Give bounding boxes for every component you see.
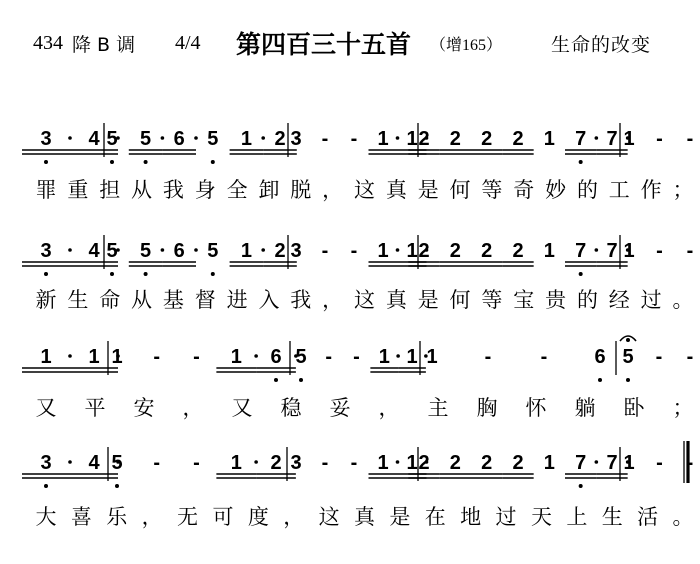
lyric-char: 喜: [70, 505, 92, 529]
note: 3: [40, 452, 52, 474]
note: -: [656, 128, 663, 150]
lyric-char: 我: [290, 288, 312, 312]
note: 1: [623, 128, 635, 150]
lyric-char: 主: [427, 396, 449, 420]
note: -: [325, 346, 333, 368]
lyric-char: 稳: [280, 396, 302, 420]
note: 4: [88, 452, 100, 474]
lyric-char: 可: [212, 505, 234, 529]
lyric-char: ；: [672, 396, 694, 420]
note: -: [353, 346, 360, 368]
note: 1: [377, 240, 389, 262]
dot-icon: [396, 460, 400, 464]
note: 1: [406, 452, 418, 474]
note: 2: [449, 240, 461, 262]
lyric-char: 安: [133, 396, 155, 420]
note: 2: [449, 128, 461, 150]
lyric-char: 何: [449, 288, 471, 312]
dot-icon: [261, 136, 265, 140]
lyric-char: 全: [226, 178, 248, 202]
lyric-char: 这: [318, 505, 340, 529]
lyric-char: 平: [84, 396, 106, 420]
lyric-char: 进: [226, 288, 248, 312]
note: 2: [512, 452, 524, 474]
lower-octave-dot-icon: [299, 378, 303, 382]
note: 5: [106, 128, 118, 150]
note: -: [321, 128, 329, 150]
note: 1: [377, 128, 389, 150]
dot-icon: [161, 136, 165, 140]
note: 2: [481, 452, 493, 474]
note: 2: [270, 452, 282, 474]
lyric-char: 命: [99, 288, 121, 312]
lyric-char: 真: [385, 288, 407, 312]
lower-octave-dot-icon: [144, 160, 148, 164]
note: 6: [594, 346, 606, 368]
note: 1: [406, 346, 418, 368]
lyric-char: 从: [131, 288, 153, 312]
note: 2: [449, 452, 461, 474]
note: 6: [270, 346, 282, 368]
note: 5: [106, 240, 118, 262]
lyric-char: 何: [449, 178, 471, 202]
dot-icon: [595, 136, 599, 140]
note: 2: [481, 240, 493, 262]
note: 7: [606, 128, 618, 150]
note: 1: [623, 240, 635, 262]
lower-octave-dot-icon: [110, 272, 114, 276]
lower-octave-dot-icon: [579, 160, 583, 164]
lower-octave-dot-icon: [579, 272, 583, 276]
note: -: [153, 346, 161, 368]
note: -: [655, 346, 663, 368]
dot-icon: [595, 460, 599, 464]
lyric-char: ，: [322, 178, 344, 202]
lyric-char: 生: [67, 288, 89, 312]
supplement-number: （增165）: [430, 37, 503, 54]
note: 7: [575, 240, 587, 262]
note: 1: [40, 346, 52, 368]
dot-icon: [396, 248, 400, 252]
note: 3: [290, 240, 302, 262]
lyric-char: 过: [640, 288, 662, 312]
lyric-char: 度: [247, 505, 269, 529]
lyric-char: 重: [67, 178, 89, 202]
lyric-char: 宝: [513, 288, 535, 312]
note: 1: [543, 240, 555, 262]
dot-icon: [194, 136, 198, 140]
lower-octave-dot-icon: [115, 484, 119, 488]
note: 5: [140, 128, 152, 150]
lower-octave-dot-icon: [110, 160, 114, 164]
time-signature: 4/4: [175, 32, 201, 54]
note: -: [686, 128, 694, 150]
note: 6: [173, 240, 185, 262]
lyric-char: 躺: [574, 396, 596, 420]
lyric-char: 。: [672, 505, 694, 529]
note: 5: [622, 346, 634, 368]
lyric-char: 是: [417, 288, 439, 312]
note: 1: [543, 452, 555, 474]
note: 3: [40, 240, 52, 262]
lyric-char: 是: [417, 178, 439, 202]
note: 2: [512, 240, 524, 262]
dot-icon: [254, 354, 258, 358]
lyric-char: 工: [608, 178, 630, 202]
lyric-char: 天: [530, 505, 552, 529]
lyric-char: 督: [194, 288, 216, 312]
lyric-char: 妥: [329, 396, 351, 420]
dot-icon: [68, 248, 72, 252]
lyric-char: 在: [424, 505, 446, 529]
note: -: [350, 452, 358, 474]
lyric-char: 罪: [35, 178, 57, 202]
lyric-char: ，: [141, 505, 163, 529]
note: 6: [173, 128, 185, 150]
song-name: 生命的改变: [551, 34, 652, 56]
lyric-char: ，: [322, 288, 344, 312]
lyric-char: ；: [672, 178, 694, 202]
lyric-char: 上: [566, 505, 588, 529]
lyric-char: 脱: [290, 178, 312, 202]
lyric-char: 经: [608, 288, 630, 312]
lyric-char: 这: [354, 178, 375, 202]
note: -: [686, 346, 694, 368]
note: 2: [481, 128, 493, 150]
lyric-char: ，: [283, 505, 305, 529]
note: 7: [575, 128, 587, 150]
lyric-char: 真: [385, 178, 407, 202]
note: 1: [377, 452, 389, 474]
note: 1: [230, 452, 242, 474]
note: -: [656, 452, 663, 474]
note: 3: [290, 128, 302, 150]
lyric-char: 地: [460, 505, 482, 529]
lyric-char: 我: [162, 178, 184, 202]
note: 1: [406, 128, 418, 150]
note: 5: [207, 128, 219, 150]
lower-octave-dot-icon: [579, 484, 583, 488]
lyric-char: 卸: [258, 178, 280, 202]
lyric-char: 是: [389, 505, 411, 529]
lower-octave-dot-icon: [211, 272, 215, 276]
note: -: [656, 240, 663, 262]
note: -: [193, 452, 200, 474]
lyric-char: 入: [258, 288, 280, 312]
lower-octave-dot-icon: [44, 160, 48, 164]
lower-octave-dot-icon: [44, 272, 48, 276]
note: 7: [606, 452, 618, 474]
key-signature: 降 B 调: [72, 34, 136, 56]
note: -: [350, 128, 358, 150]
dot-icon: [595, 248, 599, 252]
dot-icon: [68, 136, 72, 140]
lyric-char: 怀: [525, 396, 547, 420]
lyric-char: 真: [354, 505, 375, 529]
lyric-char: 又: [231, 396, 253, 420]
hymn-title: 第四百三十五首: [236, 30, 412, 59]
lyric-char: 贵: [545, 288, 567, 312]
note: 1: [240, 128, 252, 150]
note: 2: [274, 240, 286, 262]
lyric-char: 胸: [476, 396, 498, 420]
dot-icon: [161, 248, 165, 252]
lyric-char: ，: [378, 396, 400, 420]
note: 1: [378, 346, 390, 368]
lower-octave-dot-icon: [144, 272, 148, 276]
note: 1: [111, 346, 123, 368]
lyric-char: 的: [576, 178, 598, 202]
note: -: [484, 346, 492, 368]
note: -: [321, 240, 329, 262]
lyric-char: 过: [495, 505, 517, 529]
note: 1: [240, 240, 252, 262]
lyric-char: 活: [637, 505, 659, 529]
note: -: [686, 452, 694, 474]
dot-icon: [68, 354, 72, 358]
note: -: [350, 240, 358, 262]
dot-icon: [261, 248, 265, 252]
note: -: [686, 240, 694, 262]
note: -: [321, 452, 329, 474]
note: 4: [88, 240, 100, 262]
note: 2: [418, 240, 430, 262]
note: 3: [290, 452, 302, 474]
fermata-dot-icon: [626, 338, 630, 342]
lyric-char: 身: [194, 178, 216, 202]
dot-icon: [254, 460, 258, 464]
lyric-char: 基: [162, 288, 184, 312]
note: -: [153, 452, 161, 474]
note: 3: [40, 128, 52, 150]
lyric-char: 妙: [545, 178, 567, 202]
lower-octave-dot-icon: [274, 378, 278, 382]
lyric-char: 奇: [513, 178, 535, 202]
lyric-char: 卧: [623, 396, 645, 420]
lyric-char: 。: [672, 288, 694, 312]
note: 1: [230, 346, 242, 368]
lyric-char: 大: [35, 505, 57, 529]
note: -: [540, 346, 548, 368]
lyric-char: 担: [99, 178, 121, 202]
dot-icon: [68, 460, 72, 464]
note: 2: [418, 452, 430, 474]
lyric-char: 生: [601, 505, 623, 529]
note: 5: [140, 240, 152, 262]
hymn-number: 434: [33, 32, 63, 54]
note: 5: [295, 346, 307, 368]
dot-icon: [396, 354, 400, 358]
note: 7: [606, 240, 618, 262]
note: 5: [111, 452, 123, 474]
note: 7: [575, 452, 587, 474]
lyric-char: 又: [35, 396, 57, 420]
lower-octave-dot-icon: [44, 484, 48, 488]
note: 2: [512, 128, 524, 150]
lyric-char: 的: [576, 288, 598, 312]
dot-icon: [396, 136, 400, 140]
lyric-char: 等: [481, 288, 503, 312]
note: 1: [623, 452, 635, 474]
note: 2: [418, 128, 430, 150]
lyric-char: 作: [640, 178, 662, 202]
note: 4: [88, 128, 100, 150]
lower-octave-dot-icon: [626, 378, 630, 382]
lyric-char: 从: [131, 178, 153, 202]
lyric-char: 这: [354, 288, 375, 312]
dot-icon: [194, 248, 198, 252]
note: 1: [426, 346, 438, 368]
lower-octave-dot-icon: [598, 378, 602, 382]
lyric-char: ，: [182, 396, 204, 420]
note: 2: [274, 128, 286, 150]
note: -: [193, 346, 200, 368]
lyric-char: 无: [177, 505, 199, 529]
lyric-char: 新: [35, 288, 57, 312]
lyric-char: 等: [481, 178, 503, 202]
note: 1: [543, 128, 555, 150]
note: 1: [406, 240, 418, 262]
note: 5: [207, 240, 219, 262]
note: 1: [88, 346, 100, 368]
lyric-char: 乐: [106, 505, 128, 529]
lower-octave-dot-icon: [211, 160, 215, 164]
